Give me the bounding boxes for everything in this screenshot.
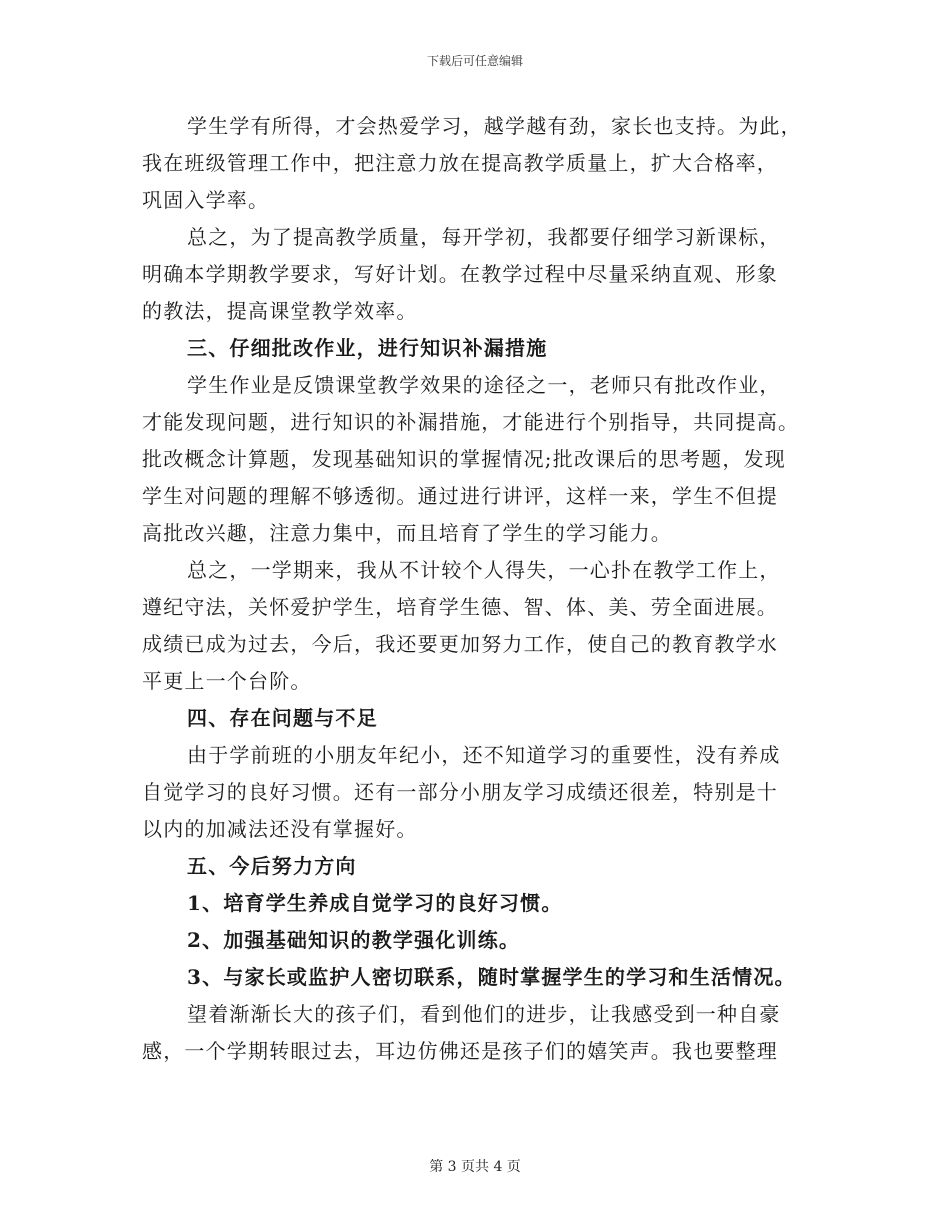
paragraph-line: 高批改兴趣，注意力集中，而且培育了学生的学习能力。	[142, 521, 672, 545]
paragraph-line: 总之，一学期来，我从不计较个人得失，一心扑在教学工作上，	[187, 558, 781, 582]
paragraph-line: 巩固入学率。	[142, 188, 270, 212]
paragraph-line: 学生对问题的理解不够透彻。通过进行讲评，这样一来，学生不但提	[142, 484, 778, 508]
paragraph-line: 自觉学习的良好习惯。还有一部分小朋友学习成绩还很差，特别是十	[142, 780, 778, 804]
section-heading-line: 1、培育学生养成自觉学习的良好习惯。	[187, 891, 563, 915]
paragraph-line: 由于学前班的小朋友年纪小，还不知道学习的重要性，没有养成	[187, 743, 781, 767]
paragraph-line: 以内的加减法还没有掌握好。	[142, 817, 418, 841]
header-note: 下载后可任意编辑	[426, 54, 523, 68]
section-heading-line: 2、加强基础知识的教学强化训练。	[187, 928, 521, 952]
document-body	[142, 108, 812, 1070]
paragraph-line: 才能发现问题，进行知识的补漏措施，才能进行个别指导，共同提高。	[142, 410, 800, 434]
paragraph-line: 明确本学期教学要求，写好计划。在教学过程中尽量采纳直观、形象	[142, 262, 778, 286]
page-number: 第 3 页共 4 页	[429, 1159, 521, 1175]
paragraph-line: 成绩已成为过去，今后，我还要更加努力工作，使自己的教育教学水	[142, 632, 778, 656]
section-heading-line: 3、与家长或监护人密切联系，随时掌握学生的学习和生活情况。	[187, 965, 796, 989]
paragraph-line: 我在班级管理工作中，把注意力放在提高教学质量上，扩大合格率，	[142, 151, 778, 175]
paragraph-line: 望着渐渐长大的孩子们，看到他们的进步，让我感受到一种自豪	[187, 1002, 781, 1026]
section-heading-line: 三、仔细批改作业，进行知识补漏措施	[187, 336, 548, 360]
paragraph-line: 学生作业是反馈课堂教学效果的途径之一，老师只有批改作业，	[187, 373, 781, 397]
paragraph-line: 遵纪守法，关怀爱护学生，培育学生德、智、体、美、劳全面进展。	[142, 595, 778, 619]
paragraph-line: 平更上一个台阶。	[142, 669, 312, 693]
paragraph-line: 批改概念计算题，发现基础知识的掌握情况;批改课后的思考题，发现	[142, 447, 786, 471]
section-heading-line: 四、存在问题与不足	[187, 706, 378, 730]
paragraph-line: 感，一个学期转眼过去，耳边仿佛还是孩子们的嬉笑声。我也要整理	[142, 1039, 778, 1063]
paragraph-line: 总之，为了提高教学质量，每开学初，我都要仔细学习新课标，	[187, 225, 781, 249]
paragraph-line: 学生学有所得，才会热爱学习，越学越有劲，家长也支持。为此，	[187, 114, 802, 138]
paragraph-line: 的教法，提高课堂教学效率。	[142, 299, 418, 323]
section-heading-line: 五、今后努力方向	[187, 854, 357, 878]
